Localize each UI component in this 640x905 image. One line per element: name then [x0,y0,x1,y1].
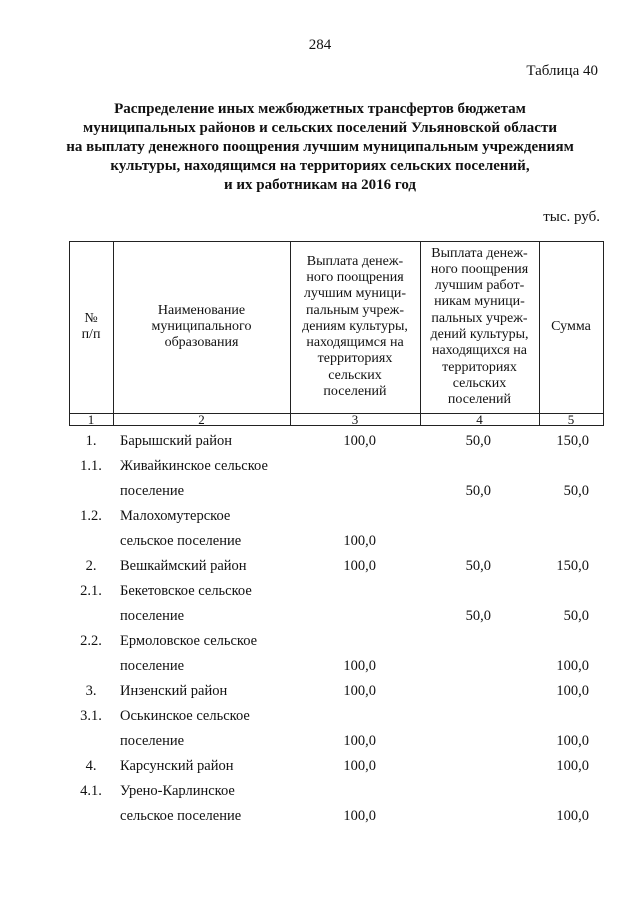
page-number: 284 [308,37,332,53]
municipality-name: сельское поселение [120,533,242,549]
table-row [69,679,604,704]
value-workers: 50,0 [465,608,491,624]
column-header-line: сельских [452,375,507,391]
value-total: 150,0 [556,558,589,574]
column-header-3 [290,241,420,413]
title-line: и их работникам на 2016 год [223,177,416,193]
value-total: 150,0 [556,433,589,449]
value-total: 100,0 [556,683,589,699]
column-header-line: территориях [317,351,393,367]
municipality-name: Вешкаймский район [120,558,247,574]
municipality-name: Малохомутерское [120,508,231,524]
table-title [60,100,580,195]
column-number-2: 2 [198,412,205,427]
column-header-line: лучшим муници- [303,286,407,302]
column-number-3: 3 [351,412,359,427]
table-label: Таблица 40 [526,63,598,79]
municipality-name: поселение [120,483,185,499]
value-culture-institutions: 100,0 [343,533,376,549]
municipality-name: Оськинское сельское [120,708,250,724]
table-row [69,704,604,729]
column-header-line: п/п [81,327,101,342]
municipality-name: поселение [120,608,185,624]
column-header-line: дениям культуры, [302,318,408,334]
row-number: 3.1. [80,708,102,724]
units-label: тыс. руб. [543,209,600,225]
title-line: на выплату денежного поощрения лучшим муниципальным учреждениям [66,139,574,155]
value-culture-institutions: 100,0 [343,733,376,749]
row-number: 2. [85,558,97,574]
table-row [69,754,604,779]
column-header-line: территориях [442,359,517,375]
column-header-5 [539,241,603,413]
column-header-line: находящихся на [431,343,528,359]
column-number-1: 1 [87,412,95,427]
column-header-line: поселений [447,392,512,408]
title-line: культуры, находящимся на территориях сельских поселений, [110,158,530,174]
municipality-name: Живайкинское сельское [120,458,268,474]
column-header-2 [113,241,290,413]
value-total: 100,0 [556,808,589,824]
column-header-line: пальных учреж- [431,310,528,326]
value-total: 100,0 [556,758,589,774]
column-header-1 [69,241,113,413]
value-workers: 50,0 [465,558,491,574]
row-number: 1.1. [80,458,102,474]
column-header-line: пальным учреж- [305,302,405,318]
column-number-5: 5 [567,412,575,427]
title-line: муниципальных районов и сельских поселений Ульяновской области [83,120,557,136]
column-header-line: ного поощрения [306,269,404,285]
municipality-name: Инзенский район [120,683,228,699]
column-header-4 [420,241,539,413]
column-header-line: сельских [328,367,382,383]
table-row [69,629,604,654]
value-culture-institutions: 100,0 [343,758,376,774]
municipality-name: сельское поселение [120,808,242,824]
value-culture-institutions: 100,0 [343,683,376,699]
municipality-name: поселение [120,733,185,749]
column-header-line: Наименование [157,302,246,318]
municipality-name: Барышский район [120,433,232,449]
municipality-name: Карсунский район [120,758,234,774]
row-number: 2.2. [80,633,102,649]
table-row [69,429,604,454]
table-row [69,529,604,554]
column-header-line: Выплата денеж- [431,245,528,261]
value-workers: 50,0 [465,483,491,499]
municipality-name: Ермоловское сельское [120,633,258,649]
table-row [69,454,604,479]
column-header-line: находящимся на [306,335,404,351]
row-number: 2.1. [80,583,102,599]
value-culture-institutions: 100,0 [343,658,376,674]
value-total: 100,0 [556,658,589,674]
column-header-line: муниципального [151,318,252,334]
municipality-name: Бекетовское сельское [120,583,252,599]
column-header-line: № [84,310,98,326]
row-number: 4.1. [80,783,102,799]
table-row [69,804,604,829]
row-number: 1.2. [80,508,102,524]
table-row [69,779,604,804]
municipality-name: поселение [120,658,185,674]
value-total: 50,0 [563,608,589,624]
value-culture-institutions: 100,0 [343,558,376,574]
table-row [69,504,604,529]
table-row [69,579,604,604]
value-workers: 50,0 [465,433,491,449]
table-row [69,729,604,754]
column-header-line: никам муници- [434,294,525,310]
table-row [69,604,604,629]
table-row [69,479,604,504]
value-total: 100,0 [556,733,589,749]
column-header-line: образования [164,335,239,351]
title-line: Распределение иных межбюджетных трансфертов бюджетам [114,101,526,117]
table-header [69,241,604,426]
column-number-4: 4 [476,412,483,427]
column-header-line: поселений [323,384,387,400]
value-culture-institutions: 100,0 [343,433,376,449]
value-total: 50,0 [563,483,589,499]
row-number: 4. [85,758,97,774]
column-header-line: лучшим работ- [434,278,525,294]
value-culture-institutions: 100,0 [343,808,376,824]
municipality-name: Урено-Карлинское [120,783,235,799]
table-row [69,654,604,679]
column-header-line: дений культуры, [430,327,529,342]
column-header-line: Выплата денеж- [306,253,404,269]
table-row [69,554,604,579]
column-header-line: Сумма [551,318,591,334]
row-number: 1. [85,433,97,449]
column-header-line: ного поощрения [430,261,529,277]
row-number: 3. [85,683,97,699]
